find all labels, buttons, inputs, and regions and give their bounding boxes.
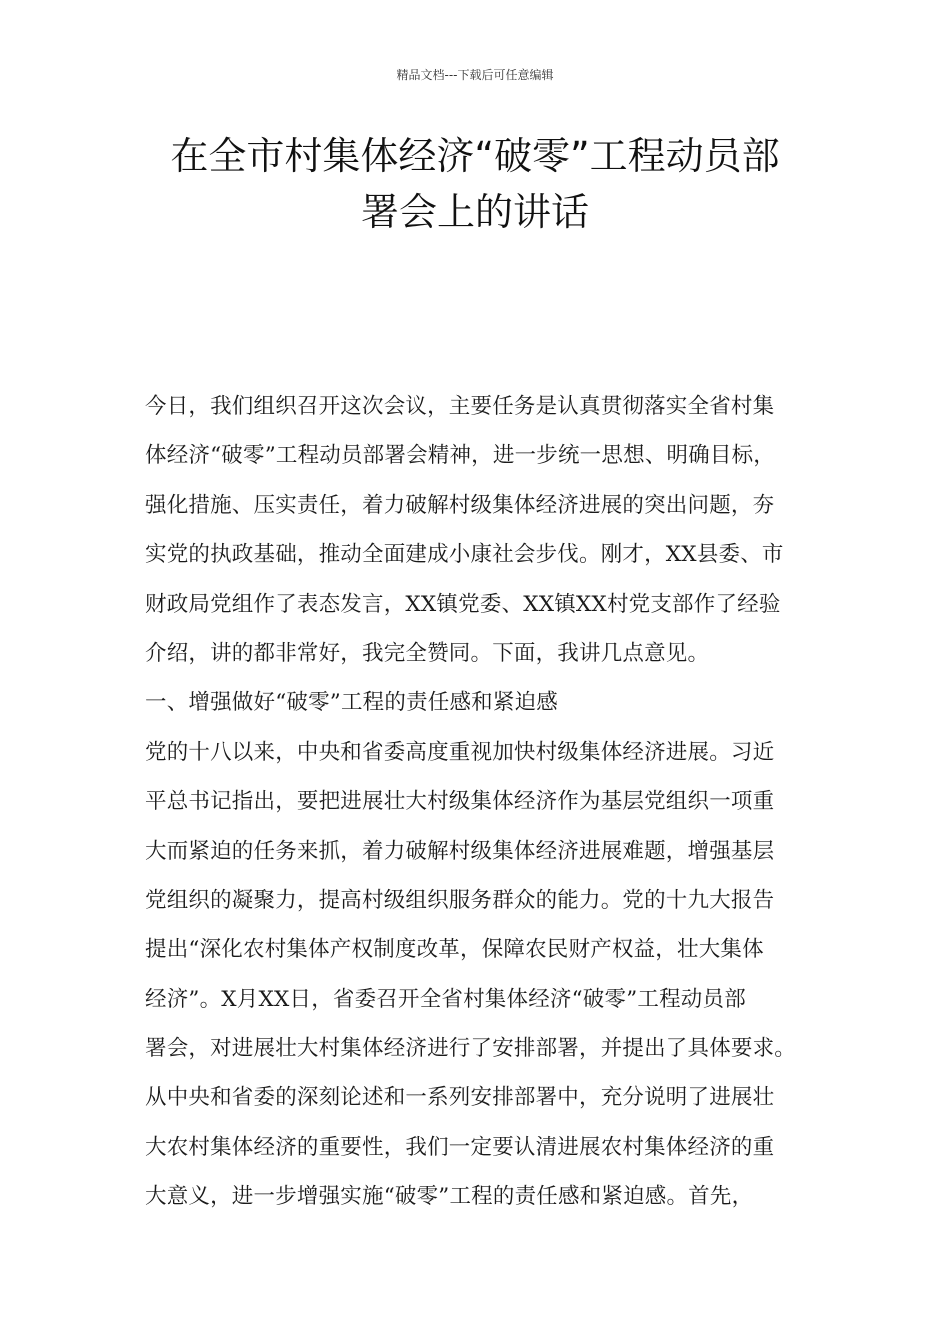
section-heading: 一、增强做好“破零”工程的责任感和紧迫感 — [145, 690, 558, 716]
body-line: 党的十八以来，中央和省委高度重视加快村级集体经济进展。习近 — [145, 739, 775, 765]
document-title — [140, 128, 810, 240]
body-line: 实党的执政基础，推动全面建成小康社会步伐。刚才，XX县委、市 — [145, 542, 784, 568]
body-line: 大农村集体经济的重要性，我们一定要认清进展农村集体经济的重 — [145, 1134, 775, 1160]
body-line: 大而紧迫的任务来抓，着力破解村级集体经济进展难题，增强基层 — [145, 838, 775, 864]
body-line: 强化措施、压实责任，着力破解村级集体经济进展的突出问题，夯 — [145, 492, 775, 518]
body-line: 从中央和省委的深刻论述和一系列安排部署中，充分说明了进展壮 — [145, 1085, 775, 1111]
body-line: 财政局党组作了表态发言，XX镇党委、XX镇XX村党支部作了经验 — [145, 591, 781, 617]
title-line: 署会上的讲话 — [360, 190, 589, 234]
body-line: 经济”。X月XX日，省委召开全省村集体经济“破零”工程动员部 — [145, 986, 746, 1012]
body-line: 今日，我们组织召开这次会议，主要任务是认真贯彻落实全省村集 — [145, 394, 775, 419]
body-line: 党组织的凝聚力，提高村级组织服务群众的能力。党的十九大报告 — [145, 887, 775, 913]
body-line: 大意义，进一步增强实施“破零”工程的责任感和紧迫感。首先， — [145, 1184, 754, 1210]
body-line: 署会，对进展壮大村集体经济进行了安排部署，并提出了具体要求。 — [145, 1036, 797, 1062]
header-note: 精品文档---下载后可任意编辑 — [396, 68, 554, 82]
body-line: 提出“深化农村集体产权制度改革，保障农民财产权益，壮大集体 — [145, 937, 764, 963]
body-line: 介绍，讲的都非常好，我完全赞同。下面，我讲几点意见。 — [145, 640, 710, 666]
body-text — [145, 382, 835, 1222]
title-line: 在全市村集体经济“破零”工程动员部 — [170, 134, 780, 178]
body-line: 体经济“破零”工程动员部署会精神，进一步统一思想、明确目标， — [145, 443, 775, 469]
body-line: 平总书记指出，要把进展壮大村级集体经济作为基层党组织一项重 — [145, 789, 775, 815]
